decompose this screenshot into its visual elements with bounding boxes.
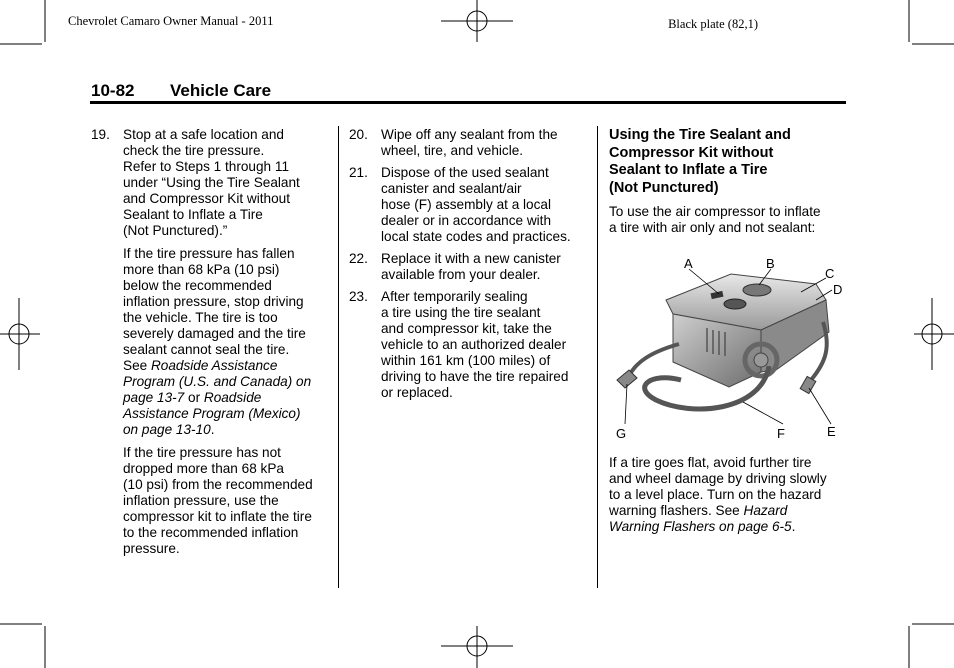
text-line [123,390,336,406]
figure-label-e: E [827,424,836,439]
text-line: inflation pressure, use the [123,493,279,508]
step-number: 20. [349,127,368,142]
paragraph-pressure-not-dropped [91,445,336,557]
page-number: 10-82 [91,81,135,100]
text-line: to the recommended inflation [123,525,299,540]
text-line: (10 psi) from the recommended [123,477,313,492]
heading-rule [90,101,846,104]
text-line: compressor kit to inflate the tire [123,509,312,524]
text-line: Stop at a safe location and [123,127,284,142]
text-line: more than 68 kPa (10 psi) [123,262,280,277]
text-line: pressure. [123,541,180,556]
text-fragment: warning flashers. See [609,503,744,518]
figure-label-c: C [825,266,835,281]
text-line: sealant cannot seal the tire. [123,342,290,357]
heading-line: Compressor Kit without [609,144,774,161]
text-fragment: See [123,358,151,373]
roadside-us-link[interactable]: Roadside Assistance [150,358,278,373]
header-manual-title: Chevrolet Camaro Owner Manual - 2011 [68,14,274,28]
compressor-illustration [611,252,845,442]
text-line: After temporarily sealing [381,289,528,304]
text-line: driving to have the tire repaired [381,369,569,384]
column-divider-2 [597,126,598,588]
text-line [609,519,849,535]
text-line: dealer or in accordance with [381,213,552,228]
text-line: vehicle to an authorized dealer [381,337,567,352]
column-2 [349,127,595,401]
text-line: Sealant to Inflate a Tire [123,207,263,222]
text-line [123,422,336,438]
figure-label-b: B [766,256,775,271]
flat-tire-paragraph [609,455,849,535]
text-line: hose (F) assembly at a local [381,197,551,212]
text-line: a tire with air only and not sealant: [609,220,816,235]
step-number: 21. [349,165,368,180]
figure-label-f: F [777,426,785,441]
text-line: under “Using the Tire Sealant [123,175,300,190]
section-title: Vehicle Care [170,81,272,100]
hazard-flashers-link[interactable]: Hazard [743,503,788,518]
step-21 [349,165,595,245]
text-line [609,503,849,519]
figure-label-g: G [616,426,627,441]
step-number: 23. [349,289,368,304]
text-line: to a level place. Turn on the hazard [609,487,822,502]
text-line: the vehicle. The tire is too [123,310,278,325]
text-line: and Compressor Kit without [123,191,290,206]
text-line: below the recommended [123,278,272,293]
text-line: canister and sealant/air [381,181,522,196]
step-number: 22. [349,251,368,266]
text-fragment: . [791,519,796,534]
text-line: Dispose of the used sealant [381,165,549,180]
heading-line: Sealant to Inflate a Tire [609,162,768,178]
text-line: To use the air compressor to inflate [609,204,821,219]
column-3 [609,127,849,236]
heading-line: (Not Punctured) [609,179,719,196]
roadside-mexico-link[interactable]: on page 13-10 [123,422,211,437]
text-line: local state codes and practices. [381,229,571,244]
intro-paragraph [609,204,849,236]
text-line: within 161 km (100 miles) of [381,353,551,368]
text-line: severely damaged and the tire [123,326,306,341]
text-line: Replace it with a new canister [381,251,561,266]
text-fragment: . [210,422,215,437]
hazard-flashers-link[interactable]: Warning Flashers on page 6-5 [609,519,792,534]
roadside-mexico-link[interactable]: Assistance Program (Mexico) [123,406,301,421]
step-22 [349,251,595,283]
column-divider-1 [338,126,339,588]
text-line: If the tire pressure has fallen [123,246,295,261]
text-line: a tire using the tire sealant [381,305,541,320]
text-line [123,406,336,422]
text-line [123,358,336,374]
column-1 [91,127,336,557]
text-line: If a tire goes flat, avoid further tire [609,455,812,470]
text-line: Refer to Steps 1 through 11 [123,159,289,174]
text-line: Wipe off any sealant from the [381,127,558,142]
text-line: If the tire pressure has not [123,445,281,460]
text-fragment: or [184,390,204,405]
step-19 [91,127,336,239]
paragraph-pressure-fallen [91,246,336,438]
text-line: inflation pressure, stop driving [123,294,304,309]
section-heading [609,127,849,197]
header-plate-info: Black plate (82,1) [668,17,758,31]
text-line: available from your dealer. [381,267,541,282]
roadside-mexico-link[interactable]: Roadside [203,390,262,405]
text-line: and wheel damage by driving slowly [609,471,827,486]
roadside-us-link[interactable]: Program (U.S. and Canada) on [123,374,312,389]
page-heading [91,81,271,101]
step-23 [349,289,595,401]
text-line: dropped more than 68 kPa [123,461,284,476]
step-number: 19. [91,127,110,142]
figure-label-d: D [833,282,843,297]
text-line: wheel, tire, and vehicle. [381,143,524,158]
text-line [123,374,336,390]
compressor-kit-figure [611,252,845,442]
text-line: (Not Punctured).” [123,223,228,238]
text-line: and compressor kit, take the [381,321,552,336]
step-20 [349,127,595,159]
heading-line: Using the Tire Sealant and [609,127,791,143]
text-line: check the tire pressure. [123,143,265,158]
roadside-us-link[interactable]: page 13-7 [123,390,185,405]
text-line: or replaced. [381,385,453,400]
figure-label-a: A [684,256,693,271]
